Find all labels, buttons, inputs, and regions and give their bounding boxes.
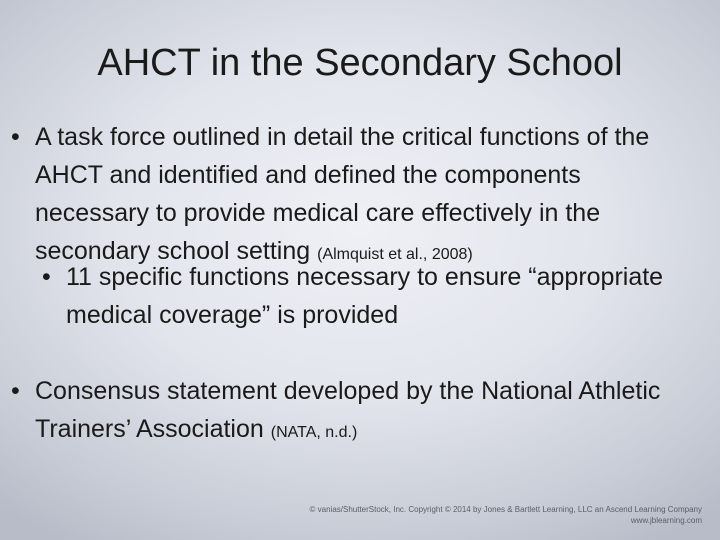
bullet-dot: • xyxy=(42,263,51,291)
bullet-task-force xyxy=(11,118,695,274)
bullet-dot: • xyxy=(11,123,20,151)
copyright-line: © vanias/ShutterStock, Inc. Copyright © 2014 by Jones & Bartlett Learning, LLC an Ascend Learning Company xyxy=(309,505,702,514)
bullet-citation: (NATA, n.d.) xyxy=(270,424,358,441)
bullet-text: Consensus statement developed by the National Athletic Trainers’ Association xyxy=(35,377,661,443)
bullet-consensus xyxy=(11,372,695,452)
bullet-dot: • xyxy=(11,377,20,405)
bullet-text: A task force outlined in detail the critical functions of the AHCT and identified and defined the components necessary to provide medical care effectively in the secondary school setting xyxy=(35,123,650,265)
sub-bullet-functions xyxy=(42,258,686,334)
copyright-url: www.jblearning.com xyxy=(630,516,702,525)
bullet-text: 11 specific functions necessary to ensure “appropriate medical coverage” is provided xyxy=(66,263,664,329)
bullet-citation: (Almquist et al., 2008) xyxy=(317,246,473,263)
slide-title: AHCT in the Secondary School xyxy=(97,42,623,84)
copyright-notice xyxy=(310,504,702,526)
